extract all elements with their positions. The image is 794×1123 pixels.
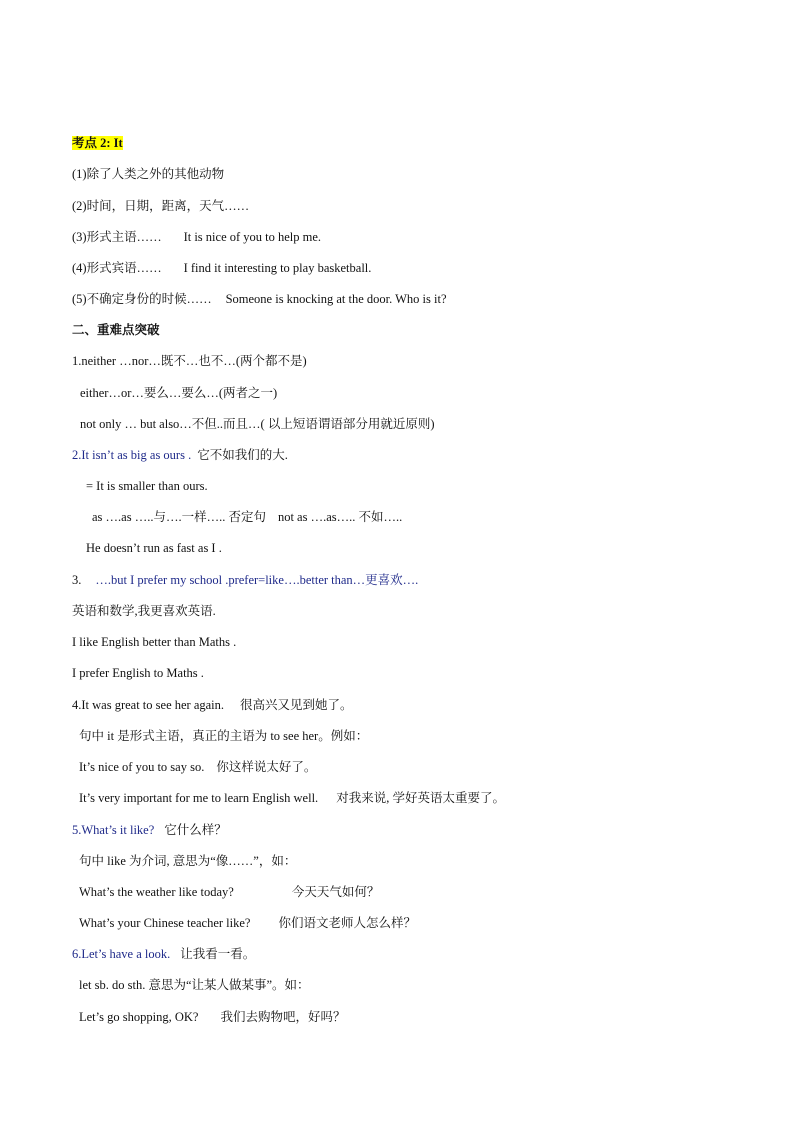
kaodian-item-3-label: (3)形式主语…… [72,230,162,244]
kaodian-item-3-example: It is nice of you to help me. [183,230,322,244]
point-3-number: 3. [72,573,82,587]
point-5-line-2: 句中 like 为介词, 意思为“像……”，如： [79,854,297,868]
point-2-line-3 [92,509,402,525]
point-3-line-4: I prefer English to Maths . [72,666,204,680]
point-2-english: 2.It isn’t as big as ours . [72,448,192,462]
point-3-line-3: I like English better than Maths . [72,635,237,649]
point-6-example-cn: 我们去购物吧，好吗？ [220,1010,346,1024]
point-4-line-4 [79,790,505,806]
point-5-example-1-en: What’s the weather like today? [79,885,234,899]
point-5-chinese: 它什么样？ [164,823,227,837]
point-5-english: 5.What’s it like? [72,823,155,837]
point-2-chinese: 它不如我们的大. [197,448,288,462]
point-2-line-2: = It is smaller than ours. [86,479,208,493]
point-6-line-3 [79,1009,345,1025]
point-1-line-3: not only … but also…不但..而且…( 以上短语谓语部分用就近原则) [80,417,435,431]
point-3-phrase: ….but I prefer my school .prefer=like….better than…更喜欢…. [95,573,419,587]
point-4-chinese: 很高兴又见到她了。 [240,698,353,712]
point-4-line-2: 句中 it 是形式主语，真正的主语为 to see her。例如： [79,729,369,743]
kaodian-item-1: (1)除了人类之外的其他动物 [72,167,225,181]
point-4-example-2-cn: 对我来说, 学好英语太重要了。 [336,791,505,805]
point-6-line-2: let sb. do sth. 意思为“让某人做某事”。如： [79,978,310,992]
point-5-example-1-cn: 今天天气如何？ [291,885,380,899]
kaodian-item-3 [72,229,321,245]
kaodian-heading-suffix: 2: It [100,136,123,150]
point-6-line-1 [72,946,255,962]
point-2-rule-b: not as ….as….. 不如….. [277,510,403,524]
point-6-english: 6.Let’s have a look. [72,947,171,961]
point-1-line-1: 1.neither …nor…既不…也不…(两个都不是) [72,354,307,368]
point-4-example-1-cn: 你这样说太好了。 [216,760,317,774]
point-6-chinese: 让我看一看。 [180,947,256,961]
kaodian-item-4 [72,260,371,276]
point-3-line-1 [72,572,418,588]
kaodian-item-4-example: I find it interesting to play basketball. [183,261,372,275]
kaodian-heading [72,135,123,151]
point-2-line-1 [72,447,288,463]
point-6-example-en: Let’s go shopping, OK? [79,1010,199,1024]
kaodian-item-5-label: (5)不确定身份的时候…… [72,292,212,306]
kaodian-item-5-example: Someone is knocking at the door. Who is it? [225,292,447,306]
point-2-line-4: He doesn’t run as fast as I . [86,541,222,555]
point-4-line-3 [79,759,316,775]
point-5-line-3 [79,884,379,900]
kaodian-item-4-label: (4)形式宾语…… [72,261,162,275]
point-4-english: 4.It was great to see her again. [72,698,225,712]
point-1-line-2: either…or…要么…要么…(两者之一) [80,386,278,400]
kaodian-item-2: (2)时间，日期，距离，天气…… [72,199,250,213]
point-2-rule-a: as ….as …..与….一样….. 否定句 [92,510,266,524]
point-5-line-4 [79,915,416,931]
kaodian-heading-prefix: 考点 [72,136,101,150]
point-5-line-1 [72,822,227,838]
point-4-line-1 [72,697,353,713]
point-4-example-1-en: It’s nice of you to say so. [79,760,205,774]
section-title: 二、重难点突破 [72,323,160,337]
point-3-line-2: 英语和数学,我更喜欢英语. [72,604,216,618]
point-4-example-2-en: It’s very important for me to learn English well. [79,791,319,805]
point-5-example-2-en: What’s your Chinese teacher like? [79,916,251,930]
kaodian-item-5 [72,291,447,307]
point-5-example-2-cn: 你们语文老师人怎么样？ [278,916,416,930]
